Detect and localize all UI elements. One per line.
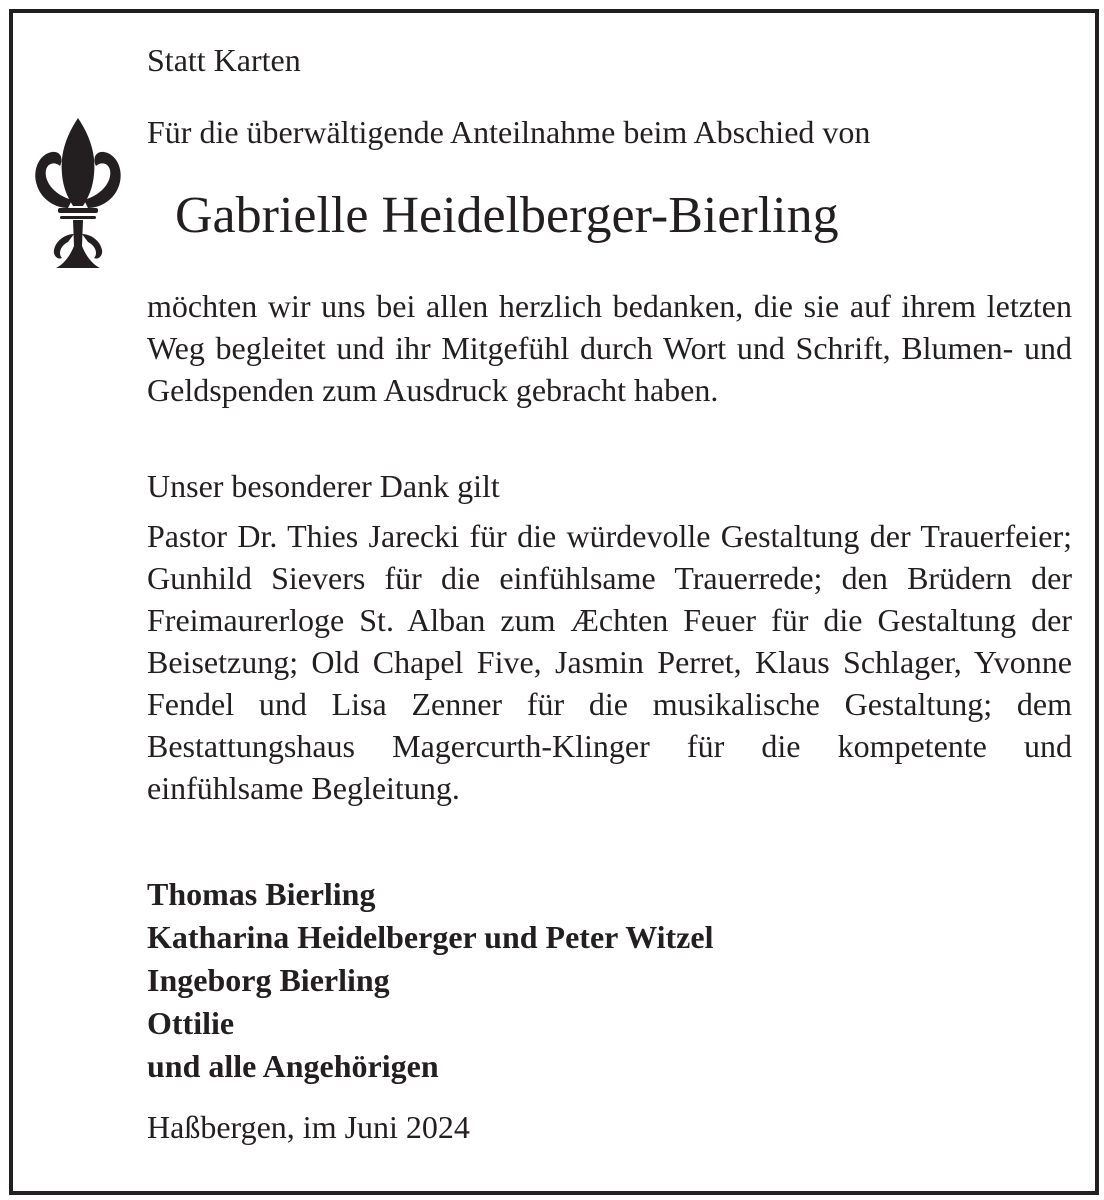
signer: Ingeborg Bierling (147, 962, 390, 998)
special-thanks-paragraph: Pastor Dr. Thies Jarecki für die würdevolle Gestaltung der Trauerfeier; Gunhild Sievers für die einfühlsame Trauerrede; den Brüdern der Freimaurerloge St. Alban zum Æchten Feuer für die Gestaltung der Beisetzung; Old Chapel Five, Jasmin Perret, Klaus Schlager, Yvonne Fendel und Lisa Zenner für die musikalische Gestaltung; dem Bestattungshaus Magercurth-Klinger für die kompetente und einfühlsame Begleitung. (147, 518, 1072, 806)
special-thanks-intro: Unser besonderer Dank gilt (147, 468, 500, 504)
deceased-name: Gabrielle Heidelberger-Bierling (175, 187, 839, 244)
place-date: Haßbergen, im Juni 2024 (147, 1109, 470, 1145)
signer: und alle Angehörigen (147, 1048, 439, 1084)
signers-list (147, 873, 713, 1088)
signer: Ottilie (147, 1005, 235, 1041)
signer: Thomas Bierling (147, 876, 376, 912)
statt-karten-line: Statt Karten (147, 42, 301, 78)
thanks-paragraph: möchten wir uns bei allen herzlich bedanken, die sie auf ihrem letzten Weg begleitet und ihr Mitgefühl durch Wort und Schrift, Blumen- und Geldspenden zum Ausdruck gebracht haben. (147, 288, 1072, 408)
fleur-de-lis-icon (30, 116, 126, 274)
signer: Katharina Heidelberger und Peter Witzel (147, 919, 714, 955)
intro-line: Für die überwältigende Anteilnahme beim Abschied von (147, 114, 871, 150)
